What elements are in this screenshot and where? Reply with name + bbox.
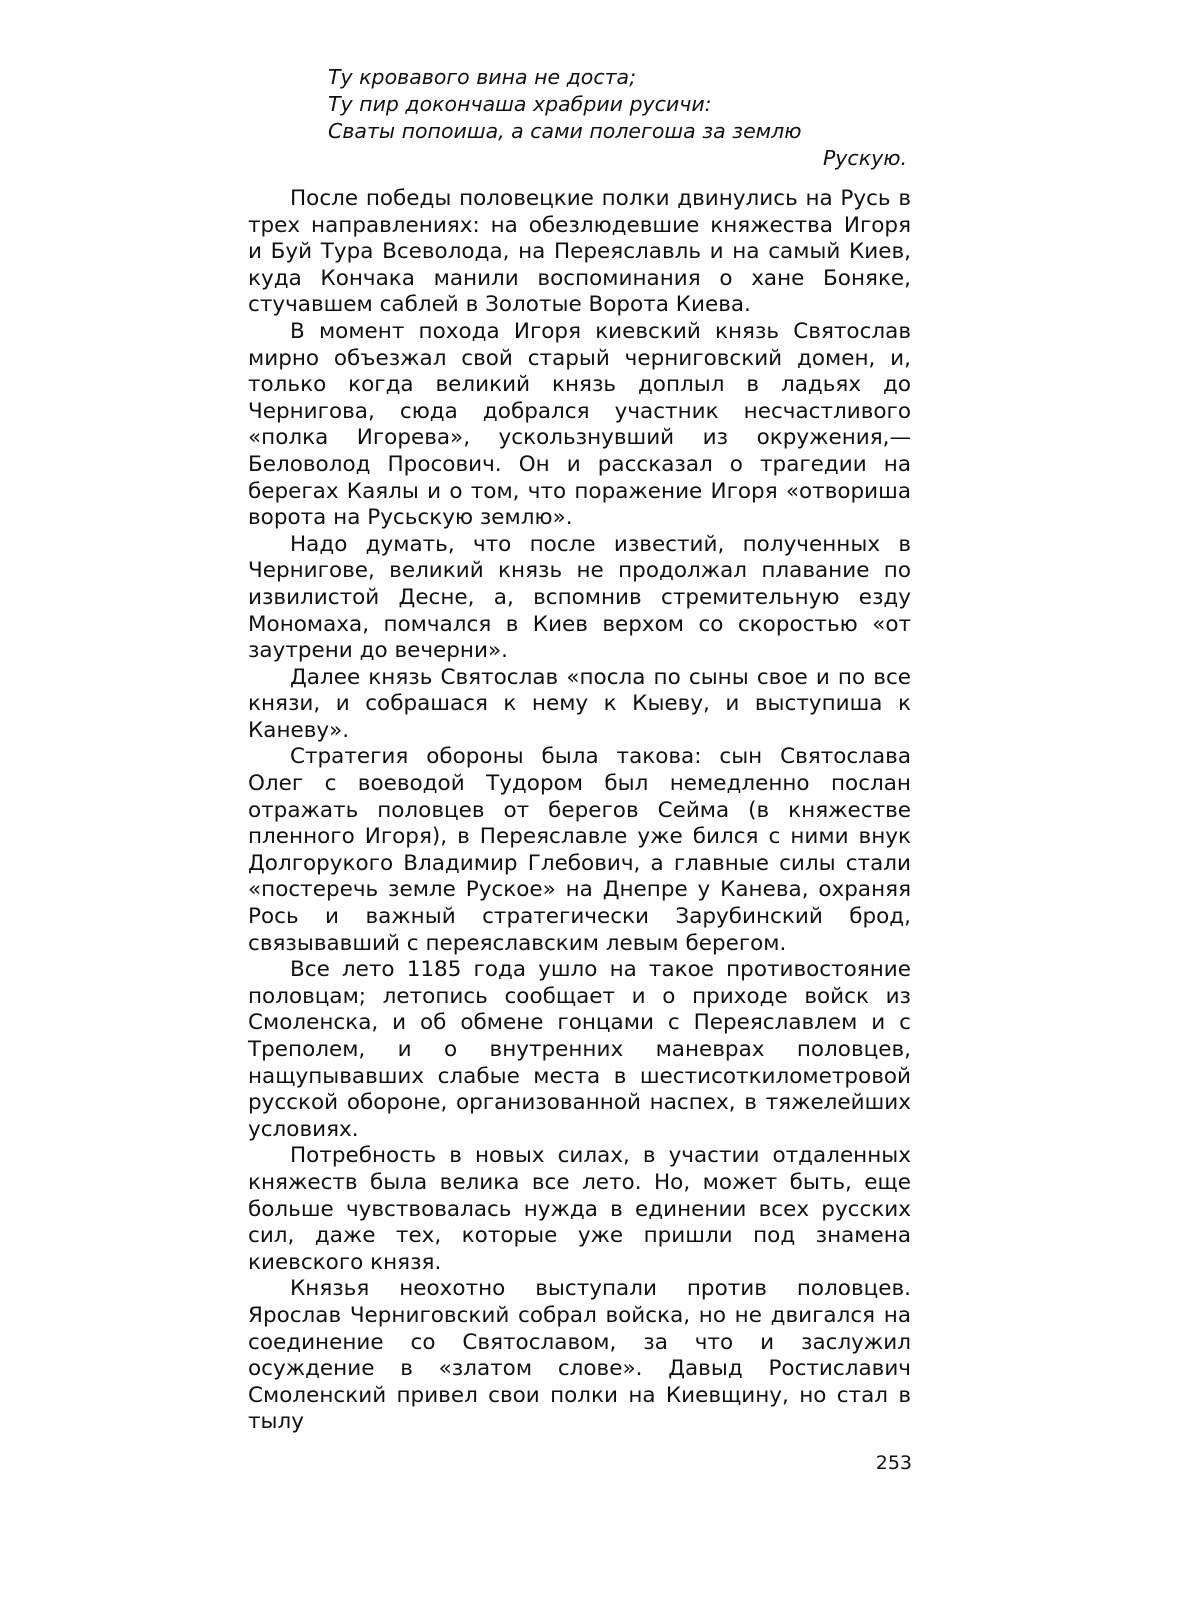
verse-line: Ту пир докончаша храбрии русичи:	[328, 92, 712, 116]
paragraph: Князья неохотно выступали против половцев. Ярослав Черниговский собрал войска, но не двигался на соединение со Святославом, за что и заслужил осуждение в «златом слове». Давыд Ростиславич Смоленский привел свои полки на Киевщину, но стал в тылу	[248, 1276, 911, 1435]
page-body	[248, 64, 911, 1436]
paragraph: После победы половецкие полки двинулись на Русь в трех направлениях: на обезлюдевшие княжества Игоря и Буй Тура Всеволода, на Переяславль и на самый Киев, куда Кончака манили воспоминания о хане Боняке, стучавшем саблей в Золотые Ворота Киева.	[248, 186, 911, 318]
paragraph: Далее князь Святослав «посла по сыны свое и по все князи, и собрашася к нему к Кыеву, и выступиша к Каневу».	[248, 664, 911, 743]
paragraph: Стратегия обороны была такова: сын Святослава Олег с воеводой Тудором был немедленно послан отражать половцев от берегов Сейма (в княжестве пленного Игоря), в Переяславле уже бился с ними внук Долгорукого Владимир Глебович, а главные силы стали «постеречь земле Руское» на Днепре у Канева, охраняя Рось и важный стратегически Зарубинский брод, связывавший с переяславским левым берегом.	[248, 744, 911, 956]
verse-line: Ту кровавого вина не доста;	[328, 65, 637, 89]
paragraph: В момент похода Игоря киевский князь Святослав мирно объезжал свой старый черниговский домен, и, только когда великий князь доплыл в ладьях до Чернигова, сюда добрался участник несчастливого «полка Игорева», ускользнувший из окружения,— Беловолод Просович. Он и рассказал о трагедии на берегах Каялы и о том, что поражение Игоря «отвориша ворота на Русьскую землю».	[248, 318, 911, 531]
verse-quote	[328, 64, 911, 172]
paragraph: Надо думать, что после известий, полученных в Чернигове, великий князь не продолжал плавание по извилистой Десне, а, вспомнив стремительную езду Мономаха, помчался в Киев верхом со скоростью «от заутрени до вечерни».	[248, 531, 911, 664]
page-number: 253	[875, 1452, 912, 1474]
paragraph: Все лето 1185 года ушло на такое противостояние половцам; летопись сообщает и о приходе войск из Смоленска, и об обмене гонцами с Переяславлем и с Треполем, и о внутренних маневрах половцев, нащупывавших слабые места в шестисоткилометровой русской обороне, организованной наспех, в тяжелейших условиях.	[248, 957, 911, 1142]
paragraph: Потребность в новых силах, в участии отдаленных княжеств была велика все лето. Но, может быть, еще больше чувствовалась нужда в единении всех русских сил, даже тех, которые уже пришли под знамена киевского князя.	[248, 1143, 911, 1275]
verse-line: Сваты попоиша, а сами полегоша за землю	[328, 119, 802, 143]
verse-line: Рускую.	[822, 146, 907, 170]
